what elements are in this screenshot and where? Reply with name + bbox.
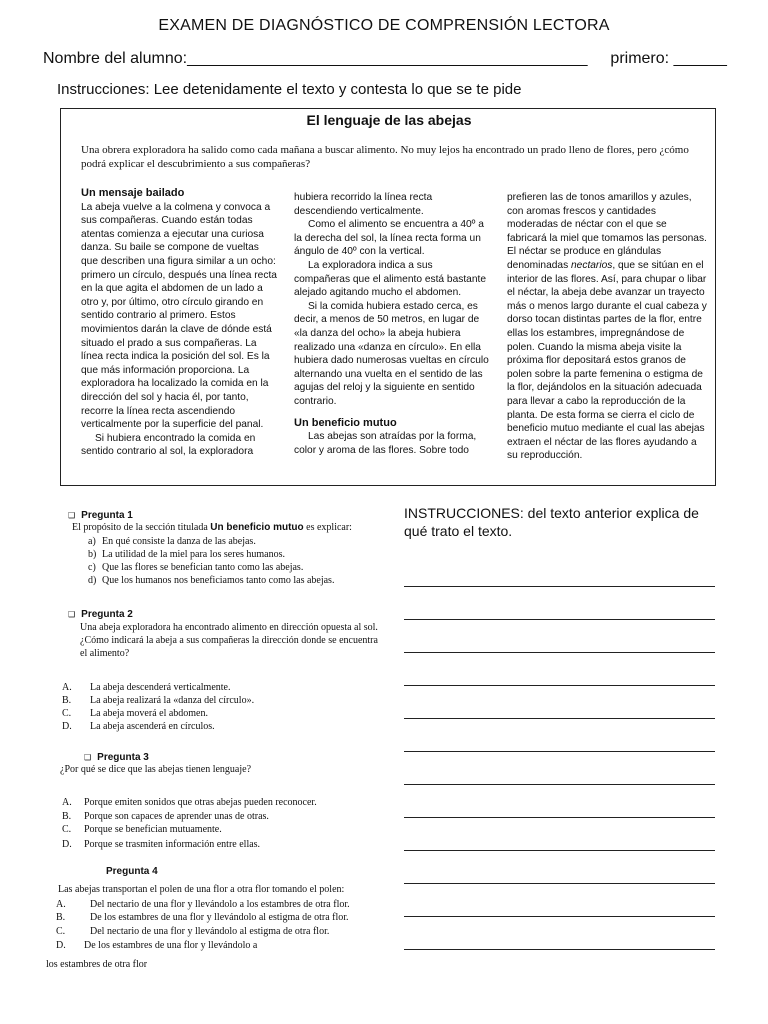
answer-line[interactable] [404,586,715,587]
option-row[interactable] [62,823,222,836]
option-row[interactable] [62,707,208,720]
question-2-text: Una abeja exploradora ha encontrado alimento en dirección opuesta al sol. ¿Cómo indicará la abeja a sus compañeras la dirección donde se encuentra el alimento? [80,622,378,659]
answer-line[interactable] [404,685,715,686]
question-4-label: Pregunta 4 [106,866,158,877]
option-letter: c) [88,562,96,573]
option-text: Del nectario de una flor y llevándolo a los estambres de otra flor. [90,899,350,910]
option-row[interactable] [88,574,334,587]
grade-field[interactable]: ______ [673,50,727,67]
option-letter: A. [56,899,66,910]
option-row[interactable] [88,548,285,561]
option-text: Que los humanos nos beneficiamos tanto como las abejas. [102,575,335,586]
option-text: De los estambres de una flor y llevándolo a [84,940,258,951]
paragraph: Las abejas son atraídas por la forma, color y aroma de las flores. Sobre todo [294,431,477,456]
option-row[interactable] [56,898,350,911]
option-letter: B. [56,912,66,923]
text-run-bold: Un beneficio mutuo [210,522,304,533]
answer-line[interactable] [404,883,715,884]
text-run: , que se sitúan en el interior de las flores. Así, para chupar o libar el néctar, la abeja debe avanzar un trayecto más o menos largo durante el cual cabeza y dorso tocan distintas partes de la flor, entre ellas los estambres, impregnándose de polen. Cuando la misma abeja visite la próxima flor depositará estos granos de polen sobre la parte femenina o estigma de la flor, dejándolos en la situación adecuada para llevar a cabo la reproducción de la planta. De esta forma se cierra el ciclo de beneficio mutuo mediante el cual las abejas extraen el néctar de las flores ayudando a su reproducción. [507,259,707,462]
option-row[interactable] [62,796,317,809]
answer-line[interactable] [404,817,715,818]
name-label: Nombre del alumno: [43,50,188,67]
option-text: Que las flores se benefician tanto como las abejas. [102,562,304,573]
option-continuation: los estambres de otra flor [46,959,148,970]
option-letter: C. [62,708,72,719]
option-letter: d) [88,575,97,586]
option-row[interactable] [62,681,230,694]
answer-line[interactable] [404,652,715,653]
option-text: De los estambres de una flor y llevándolo al estigma de otra flor. [90,912,349,923]
answer-line[interactable] [404,718,715,719]
option-row[interactable] [88,535,256,548]
question-4-text: Las abejas transportan el polen de una flor a otra flor tomando el polen: [58,884,345,895]
option-text: La abeja moverá el abdomen. [90,708,208,719]
answer-line[interactable] [404,850,715,851]
text-run: prefieren las de tonos amarillos y azules, con aromas frescos y cantidades moderadas de néctar con el que se fabricará la miel que tomamos las personas. El néctar se produce en glándulas denominadas [507,192,707,271]
name-field[interactable]: _____________________________________________ [187,50,588,67]
paragraph: Si hubiera encontrado la comida en sentido contrario al sol, la exploradora [81,432,256,458]
option-letter: B. [62,811,72,822]
paragraph: La exploradora indica a sus compañeras que el alimento está bastante alejado agitando mucho el abdomen. [294,259,486,299]
option-text: Porque se trasmiten información entre ellas. [84,839,261,850]
option-row[interactable] [88,561,303,574]
option-row[interactable] [62,720,215,733]
paragraph: La abeja vuelve a la colmena y convoca a sus compañeras. Cuando están todas atentas comienza a ejecutar una curiosa danza. Su baile se compone de vueltas que describen una figura similar a un ocho: primero un círculo, después una línea recta en la que agita el abdomen de un lado a otro y, por último, otro círculo girando en sentido contrario al primero. Estos movimientos darán la clave de dónde está situado el prado a sus compañeras. La línea recta indica la posición del sol. Es la que más información proporciona. La exploradora ha localizado la comida en la dirección del sol y hacia él, por tanto, recorre la línea recta ascendiendo verticalmente por la superficie del panal. [81,201,277,431]
italic-term: nectarios [571,259,613,271]
checkbox-icon: ❑ [68,610,76,619]
paragraph: Si la comida hubiera estado cerca, es decir, a menos de 50 metros, en lugar de «la danza del ocho» la abeja hubiera realizado una «danza en círculo». En ella hubiera dado numerosas vueltas en círculo alternando una vuelta en el sentido de las agujas del reloj y la siguiente en sentido contrario. [294,300,489,407]
reading-column-1 [81,187,277,459]
option-letter: D. [62,839,72,850]
option-text: La abeja ascenderá en círculos. [90,721,215,732]
reading-box [60,108,716,486]
answer-line[interactable] [404,916,715,917]
reading-intro: Una obrera exploradora ha salido como cada mañana a buscar alimento. No muy lejos ha encontrado un prado lleno de flores, pero ¿cómo podrá explicar el descubrimiento a sus compañeras? [81,144,689,170]
option-text: En qué consiste la danza de las abejas. [102,536,256,547]
option-row[interactable] [56,939,257,952]
subheading-beneficio: Un beneficio mutuo [294,416,397,429]
option-letter: a) [88,536,96,547]
question-2-header [68,604,133,622]
option-letter: A. [62,682,72,693]
answer-line[interactable] [404,784,715,785]
page-title: EXAMEN DE DIAGNÓSTICO DE COMPRENSIÓN LECTORA [158,17,610,34]
option-letter: b) [88,549,97,560]
option-row[interactable] [62,810,269,823]
option-text: Porque se benefician mutuamente. [84,824,222,835]
open-question-instructions: INSTRUCCIONES: del texto anterior explica de qué trato el texto. [404,505,699,539]
paragraph: hubiera recorrido la línea recta descendiendo verticalmente. [294,192,433,217]
question-label: Pregunta 1 [81,510,133,521]
paragraph [507,191,707,463]
subheading-mensaje: Un mensaje bailado [81,187,185,199]
option-letter: B. [62,695,72,706]
question-3-text: ¿Por qué se dice que las abejas tienen lenguaje? [60,764,252,775]
paragraph: Como el alimento se encuentra a 40º a la derecha del sol, la línea recta forma un ángulo de 40º con la vertical. [294,219,484,258]
answer-line[interactable] [404,751,715,752]
option-row[interactable] [56,911,349,924]
option-text: Porque emiten sonidos que otras abejas pueden reconocer. [84,797,317,808]
reading-title: El lenguaje de las abejas [306,112,472,128]
option-letter: D. [56,940,66,951]
reading-column-2 [294,191,490,457]
question-1-text [72,521,352,534]
checkbox-icon: ❑ [68,511,76,520]
option-letter: D. [62,721,72,732]
checkbox-icon: ❑ [84,753,92,762]
text-run: es explicar: [303,522,352,533]
text-run: El propósito de la sección titulada [72,522,211,533]
option-text: La abeja realizará la «danza del círculo». [90,695,255,706]
option-letter: C. [62,824,72,835]
option-text: Del nectario de una flor y llevándolo al estigma de otra flor. [90,926,330,937]
option-text: La abeja descenderá verticalmente. [90,682,231,693]
grade-label: primero: [610,50,670,67]
question-label: Pregunta 2 [81,609,133,620]
option-text: La utilidad de la miel para los seres humanos. [102,549,286,560]
option-text: Porque son capaces de aprender unas de otras. [84,811,269,822]
option-letter: C. [56,926,66,937]
instructions: Instrucciones: Lee detenidamente el texto y contesta lo que se te pide [57,81,522,98]
name-row [43,50,727,68]
question-label: Pregunta 3 [97,752,149,763]
answer-line[interactable] [404,619,715,620]
reading-column-3 [507,191,707,463]
option-row[interactable] [62,694,254,707]
option-row[interactable] [62,838,260,851]
option-row[interactable] [56,925,329,938]
answer-line[interactable] [404,949,715,950]
option-letter: A. [62,797,72,808]
